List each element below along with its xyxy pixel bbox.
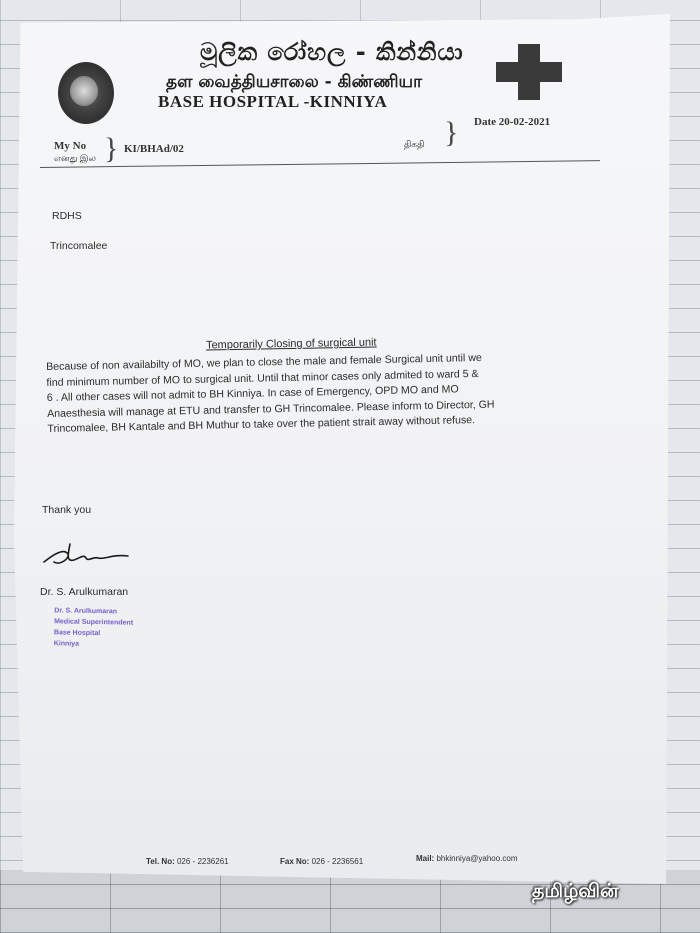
reference-number: KI/BHAd/02 [124,143,184,155]
footer-phone [146,857,229,866]
mail-value: bhkinniya@yahoo.com [436,854,518,863]
signature-icon [40,540,140,572]
brace-right: } [444,116,459,149]
my-no-tamil: எனது இல [54,153,97,163]
english-title: BASE HOSPITAL -KINNIYA [158,92,388,111]
date-tamil: திகதி [404,139,425,149]
sri-lanka-emblem-icon [58,62,114,124]
stamp-line: Base Hospital [53,629,101,638]
addressee-location: Trincomalee [50,240,108,252]
tel-label: Tel. No: [146,857,175,866]
body-line: find minimum number of MO to surgical unit. Until that minor cases only admited to ward 5 & [46,367,479,389]
medical-cross-icon [496,44,562,100]
stamp-line: Kinniya [53,640,80,648]
letter-date: Date 20-02-2021 [474,116,551,128]
body-line: 6 . All other cases will not admit to BH Kinniya. In case of Emergency, OPD MO and MO [46,383,459,404]
tamil-title: தள வைத்தியசாலை - கிண்ணியா [166,72,422,92]
sinhala-title: මූලික රෝහල - කින්නියා [200,38,464,66]
addressee: RDHS [52,210,82,222]
signatory-name: Dr. S. Arulkumaran [40,586,129,598]
fax-value: 026 - 2236561 [311,857,364,866]
footer-fax [280,857,363,866]
letter-subject: Temporarily Closing of surgical unit [205,336,377,352]
brace-left: } [104,132,119,165]
official-stamp [54,605,134,650]
body-line: Trincomalee, BH Kantale and BH Muthur to take over the patient strait away without refuse. [47,414,476,435]
my-no-label: My No [54,140,87,152]
stamp-line: Dr. S. Arulkumaran [54,607,118,616]
fax-label: Fax No: [280,857,310,866]
body-line: Anaesthesia will manage at ETU and transfer to GH Trincomalee. Please inform to Director, GH [46,398,495,420]
mail-label: Mail: [416,854,435,863]
body-line: Because of non availabilty of MO, we plan to close the male and female Surgical unit until we [46,351,482,373]
letter-body [46,349,558,437]
footer-mail [416,854,518,863]
closing: Thank you [42,504,92,516]
tel-value: 026 - 2236261 [176,857,229,866]
watermark-logo: தமிழ்வின் [532,880,619,902]
stamp-line: Medical Superintendent [54,618,134,627]
